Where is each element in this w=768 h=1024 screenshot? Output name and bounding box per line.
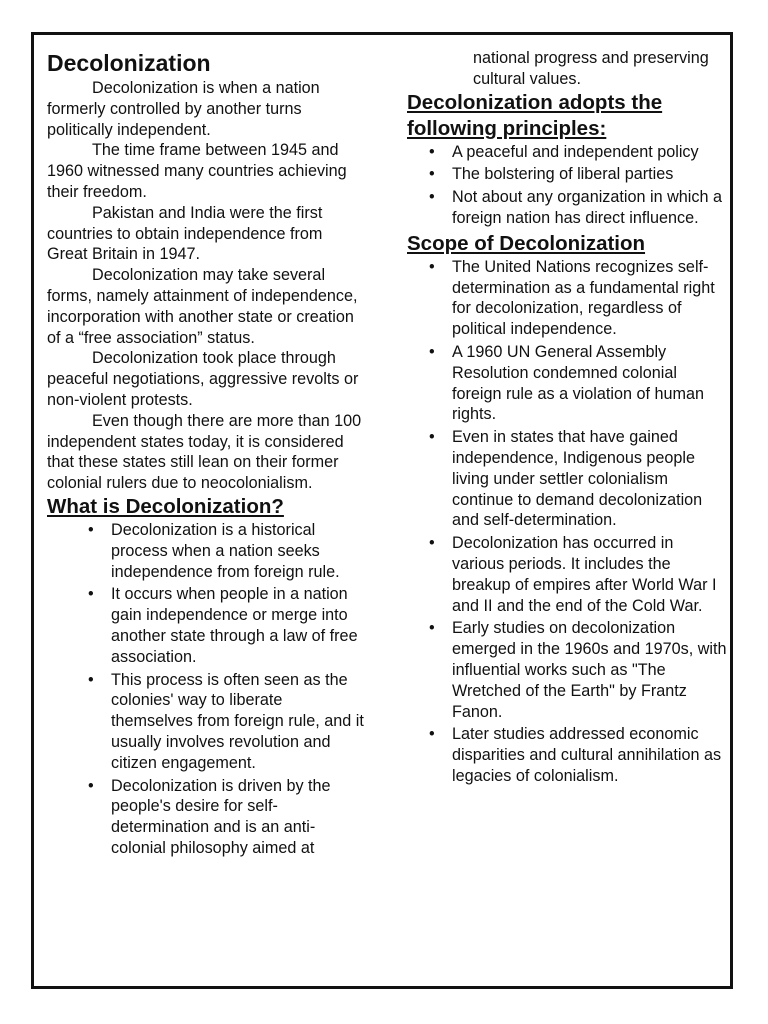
list-item: • It occurs when people in a nation gain independence or merge into another state through a law of free association. <box>47 584 367 667</box>
continued-text: national progress and preserving cultural values. <box>473 49 709 88</box>
list-item: • Decolonization has occurred in various periods. It includes the breakup of empires after World War I and II and the end of the Cold War. <box>407 533 727 616</box>
list-item: • Even in states that have gained independence, Indigenous people living under settler colonialism continue to demand decolonization and self-determination. <box>407 427 727 531</box>
list-item: • The bolstering of liberal parties <box>407 164 727 185</box>
scope-heading: Scope of Decolonization <box>407 231 646 255</box>
list-item: • Early studies on decolonization emerged in the 1960s and 1970s, with influential works such as "The Wretched of the Earth" by Frantz Fanon. <box>407 618 727 722</box>
list-item: • The United Nations recognizes self-determination as a fundamental right for decolonization, regardless of political independence. <box>407 257 727 340</box>
intro-paragraph: The time frame between 1945 and 1960 witnessed many countries achieving their freedom. <box>47 141 347 201</box>
intro-paragraph: Decolonization may take several forms, namely attainment of independence, incorporation with another state or creation of a “free association” status. <box>47 266 358 347</box>
what-is-list <box>47 520 367 859</box>
principles-heading: Decolonization adopts the following principles: <box>407 90 663 140</box>
list-item: • Not about any organization in which a foreign nation has direct influence. <box>407 187 727 229</box>
page-border <box>31 32 733 989</box>
list-item: • A peaceful and independent policy <box>407 142 727 163</box>
scope-list <box>407 257 727 787</box>
intro-paragraph: Decolonization is when a nation formerly controlled by another turns politically independent. <box>47 79 320 139</box>
list-item: • This process is often seen as the colonies' way to liberate themselves from foreign rule, and it usually involves revolution and citizen engagement. <box>47 670 367 774</box>
what-is-decolonization-heading: What is Decolonization? <box>47 494 284 518</box>
left-column <box>47 49 367 861</box>
list-item: • Decolonization is a historical process when a nation seeks independence from foreign rule. <box>47 520 367 582</box>
intro-paragraph: Even though there are more than 100 independent states today, it is considered that these states still lean on their former colonial rulers due to neocolonialism. <box>47 411 362 493</box>
intro-paragraph: Decolonization took place through peaceful negotiations, aggressive revolts or non-violent protests. <box>47 349 359 409</box>
document-title: Decolonization <box>47 50 211 76</box>
list-item: • Decolonization is driven by the people's desire for self-determination and is an anti-colonial philosophy aimed at <box>47 776 367 859</box>
principles-list <box>407 142 727 229</box>
list-item: • A 1960 UN General Assembly Resolution condemned colonial foreign rule as a violation of human rights. <box>407 342 727 425</box>
intro-paragraph: Pakistan and India were the first countries to obtain independence from Great Britain in 1947. <box>47 203 323 264</box>
right-column <box>407 48 727 789</box>
list-item: • Later studies addressed economic disparities and cultural annihilation as legacies of colonialism. <box>407 724 727 786</box>
